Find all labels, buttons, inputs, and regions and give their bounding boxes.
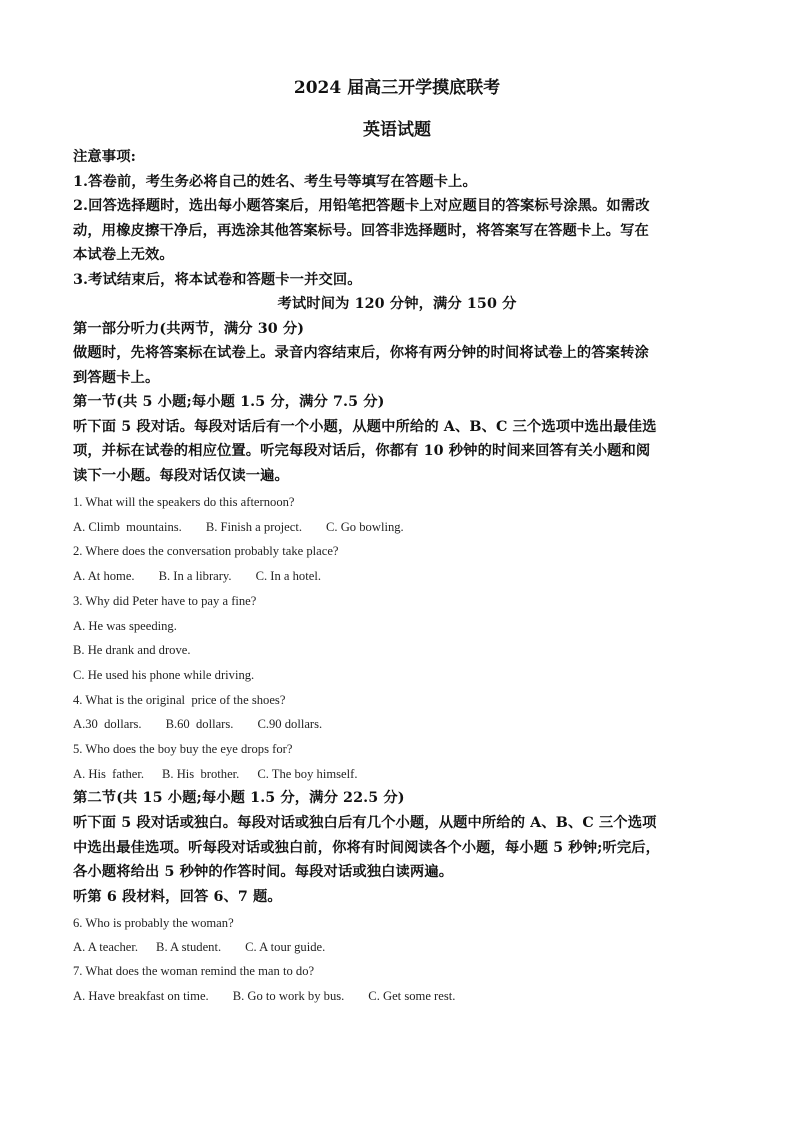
q7-option-c: C. Get some rest. bbox=[368, 989, 456, 1003]
note-item-2-line1: 2.回答选择题时，选出每小题答案后，用铅笔把答题卡上对应题目的答案标号涂黑。如需改 bbox=[73, 198, 650, 214]
notes-heading: 注意事项: bbox=[73, 149, 136, 165]
question-1: 1. What will the speakers do this afternoon? bbox=[73, 495, 295, 509]
material-6-heading: 听第 6 段材料，回答 6、7 题。 bbox=[73, 889, 282, 905]
question-5: 5. Who does the boy buy the eye drops for? bbox=[73, 742, 293, 756]
section1-instr-line2: 项，并标在试卷的相应位置。听完每段对话后，你都有 10 秒钟的时间来回答有关小题和阅 bbox=[73, 443, 651, 459]
question-2: 2. Where does the conversation probably take place? bbox=[73, 544, 339, 558]
question-2-options bbox=[73, 568, 321, 584]
section2-heading: 第二节(共 15 小题;每小题 1.5 分，满分 22.5 分) bbox=[73, 790, 405, 806]
question-7-options bbox=[73, 988, 455, 1004]
question-1-options bbox=[73, 519, 404, 535]
q7-option-a: A. Have breakfast on time. bbox=[73, 989, 209, 1003]
q6-option-c: C. A tour guide. bbox=[245, 940, 326, 954]
section1-instr-line1: 听下面 5 段对话。每段对话后有一个小题，从题中所给的 A、B、C 三个选项中选出最佳选 bbox=[73, 419, 657, 435]
question-3: 3. Why did Peter have to pay a fine? bbox=[73, 594, 257, 608]
section1-heading: 第一节(共 5 小题;每小题 1.5 分，满分 7.5 分) bbox=[73, 394, 385, 410]
section2-instr-line2: 中选出最佳选项。听每段对话或独白前，你将有时间阅读各个小题，每小题 5 秒钟;听完后， bbox=[73, 840, 661, 856]
note-item-3: 3.考试结束后，将本试卷和答题卡一并交回。 bbox=[73, 272, 362, 288]
part1-heading: 第一部分听力(共两节，满分 30 分) bbox=[73, 321, 305, 337]
question-7: 7. What does the woman remind the man to do? bbox=[73, 964, 315, 978]
q2-option-b: B. In a library. bbox=[158, 569, 232, 583]
question-6: 6. Who is probably the woman? bbox=[73, 916, 234, 930]
q5-option-c: C. The boy himself. bbox=[257, 767, 358, 781]
q1-option-c: C. Go bowling. bbox=[326, 520, 404, 534]
q5-option-b: B. His brother. bbox=[162, 767, 240, 781]
note-item-2-line3: 本试卷上无效。 bbox=[73, 247, 174, 263]
exam-subtitle: 英语试题 bbox=[363, 120, 431, 140]
question-4: 4. What is the original price of the shoes? bbox=[73, 693, 286, 707]
q4-option-c: C.90 dollars. bbox=[257, 717, 323, 731]
q4-option-b: B.60 dollars. bbox=[165, 717, 234, 731]
question-4-options bbox=[73, 716, 322, 732]
q5-option-a: A. His father. bbox=[73, 767, 144, 781]
question-5-options bbox=[73, 766, 357, 782]
q2-option-c: C. In a hotel. bbox=[255, 569, 321, 583]
part1-intro-line1: 做题时，先将答案标在试卷上。录音内容结束后，你将有两分钟的时间将试卷上的答案转涂 bbox=[73, 345, 649, 361]
q6-option-b: B. A student. bbox=[156, 940, 222, 954]
note-item-1: 1.答卷前，考生务必将自己的姓名、考生号等填写在答题卡上。 bbox=[73, 174, 477, 190]
q7-option-b: B. Go to work by bus. bbox=[232, 989, 345, 1003]
q3-option-b: B. He drank and drove. bbox=[73, 643, 191, 657]
q6-option-a: A. A teacher. bbox=[73, 940, 139, 954]
q3-option-a: A. He was speeding. bbox=[73, 619, 177, 633]
question-6-options bbox=[73, 939, 325, 955]
exam-title: 2024 届高三开学摸底联考 bbox=[293, 78, 501, 98]
part1-intro-line2: 到答题卡上。 bbox=[73, 370, 160, 386]
q3-option-c: C. He used his phone while driving. bbox=[73, 668, 255, 682]
exam-info: 考试时间为 120 分钟，满分 150 分 bbox=[277, 296, 517, 312]
q2-option-a: A. At home. bbox=[73, 569, 135, 583]
section1-instr-line3: 读下一小题。每段对话仅读一遍。 bbox=[73, 468, 289, 484]
q1-option-a: A. Climb mountains. bbox=[73, 520, 182, 534]
q1-option-b: B. Finish a project. bbox=[205, 520, 303, 534]
note-item-2-line2: 动，用橡皮擦干净后，再选涂其他答案标号。回答非选择题时，将答案写在答题卡上。写在 bbox=[73, 223, 649, 239]
section2-instr-line1: 听下面 5 段对话或独白。每段对话或独白后有几个小题，从题中所给的 A、B、C 三个选项 bbox=[73, 815, 657, 831]
q4-option-a: A.30 dollars. bbox=[73, 717, 142, 731]
section2-instr-line3: 各小题将给出 5 秒钟的作答时间。每段对话或独白读两遍。 bbox=[73, 864, 454, 880]
